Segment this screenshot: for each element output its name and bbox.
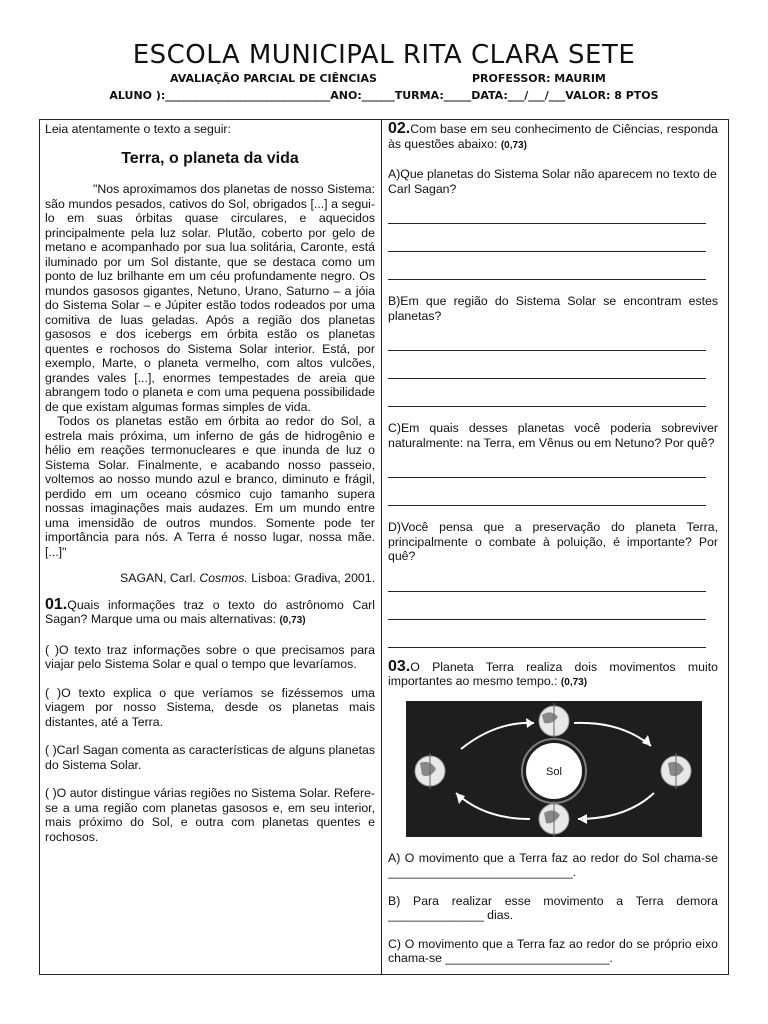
answer-line[interactable] [388,392,706,407]
question-3-text: O Planeta Terra realiza dois movimentos muito importantes ao mesmo tempo.: [388,659,718,688]
q1-alternative-1[interactable]: ( )O texto traz informações sobre o que precisamos para viajar pelo Sistema Solar e qual o tempo que levaríamos. [45,642,375,671]
answer-line[interactable] [388,605,706,620]
answer-line[interactable] [388,577,706,592]
question-3 [388,657,718,691]
q2-item-b: B)Em que região do Sistema Solar se encontram estes planetas? [388,294,718,323]
q3-item-a[interactable]: A) O movimento que a Terra faz ao redor do Sol chama-se ___________________________. [388,850,718,879]
question-2-number: 02. [388,120,411,137]
q2-item-a: A)Que planetas do Sistema Solar não aparecem no texto de Carl Sagan? [388,167,717,196]
answer-line[interactable] [388,237,706,252]
evaluation-title: AVALIAÇÃO PARCIAL DE CIÊNCIAS [170,72,377,85]
left-column [45,122,375,844]
article-paragraph-1: "Nos aproximamos dos planetas de nosso Sistema: são mundos pesados, cativos do Sol, obrigados [...] a segui-lo em suas órbitas quase circulares, e aquecidos principalmente pela luz solar. Plutão, coberto por gelo de metano e acompanhado por sua lua solitária, Caronte, está iluminado por um Sol distante, que se destaca como um ponto de luz brilhante em um céu profundamente negro. Os mundos gasosos gigantes, Netuno, Urano, Saturno – a jóia do Sistema Solar – e Júpiter estão todos rodeados por uma comitiva de luas geladas. Após a região dos planetas gasosos e dos icebergs em órbita estão os planetas quentes e rochosos do Sistema Solar interior. Está, por exemplo, Marte, o planeta vermelho, com altos vulcões, grandes vales [...], enormes tempestades de areia que abrangem todo o planeta e com uma pequena possibilidade de que existam algumas formas simples de vida. [45,182,375,414]
article-paragraph-2: Todos os planetas estão em órbita ao redor do Sol, a estrela mais próxima, um inferno de gás de hidrogênio e hélio em reações termonucleares e que inunda de luz o Sistema Solar. Finalmente, e acabando nosso passeio, voltemos ao nosso mundo azul e branco, diminuto e frágil, perdido em um oceano cósmico cujo tamanho supera nossas imaginações mais audazes. Em um mundo entre uma imensidão de outros mundos. Somente pode ter importância para nós. A Terra é nosso lugar, nossa mãe. [...]" [45,414,375,559]
question-2-text: Com base em seu conhecimento de Ciências, responda às questões abaixo: [388,122,718,151]
answer-line[interactable] [388,265,706,280]
column-divider [381,119,382,975]
question-1-number: 01. [45,595,68,613]
question-3-points: (0,73) [560,677,588,688]
question-1 [45,595,375,629]
student-info-line: ALUNO ):______________________________ANO:______TURMA:_____DATA:___/___/___VALOR: 8 PTOS [109,89,659,102]
citation-rest: Lisboa: Gradiva, 2001. [251,571,375,585]
question-1-text: Quais informações traz o texto do astrônomo Carl Sagan? Marque uma ou mais alternativas: [45,597,375,626]
q1-alternative-4[interactable]: ( )O autor distingue várias regiões no Sistema Solar. Refere-se a uma região com planetas gasosos e, em seu interior, mais próximo do Sol, e outra com planetas quentes e rochosos. [45,786,375,844]
orbit-diagram [406,701,702,837]
answer-line[interactable] [388,633,706,648]
q2-item-d: D)Você pensa que a preservação do planeta Terra, principalmente o combate à poluição, é importante? Por quê? [388,520,718,563]
earth-orbit-figure [406,701,702,837]
q1-alternative-2[interactable]: ( )O texto explica o que veríamos se fizéssemos uma viagem por nosso Sistema, desde os planetas mais distantes, até a Terra. [45,685,375,729]
citation [45,571,375,586]
answer-line[interactable] [388,336,706,351]
sun-label: Sol [546,765,562,778]
question-2 [388,122,718,153]
reading-instruction: Leia atentamente o texto a seguir: [45,122,231,136]
answer-line[interactable] [388,209,706,224]
citation-author: SAGAN, Carl. [120,571,196,585]
question-3-number: 03. [388,657,411,675]
q2-item-c: C)Em quais desses planetas você poderia sobreviver naturalmente: na Terra, em Vênus ou em Netuno? Por quê? [388,421,718,450]
answer-line[interactable] [388,491,706,506]
answer-line[interactable] [388,463,706,478]
q3-item-c[interactable]: C) O movimento que a Terra faz ao redor do se próprio eixo chama-se ________________________. [388,936,718,965]
citation-book: Cosmos. [199,571,248,585]
teacher-label: PROFESSOR: MAURIM [472,72,606,85]
q3-item-b[interactable]: B) Para realizar esse movimento a Terra demora ______________ dias. [388,893,718,922]
article-title: Terra, o planeta da vida [121,149,299,167]
right-column [388,122,718,966]
question-1-points: (0,73) [279,615,306,626]
school-name: ESCOLA MUNICIPAL RITA CLARA SETE [132,40,636,70]
answer-line[interactable] [388,364,706,379]
question-2-points: (0,73) [500,139,527,151]
q1-alternative-3[interactable]: ( )Carl Sagan comenta as características de alguns planetas do Sistema Solar. [45,743,375,772]
